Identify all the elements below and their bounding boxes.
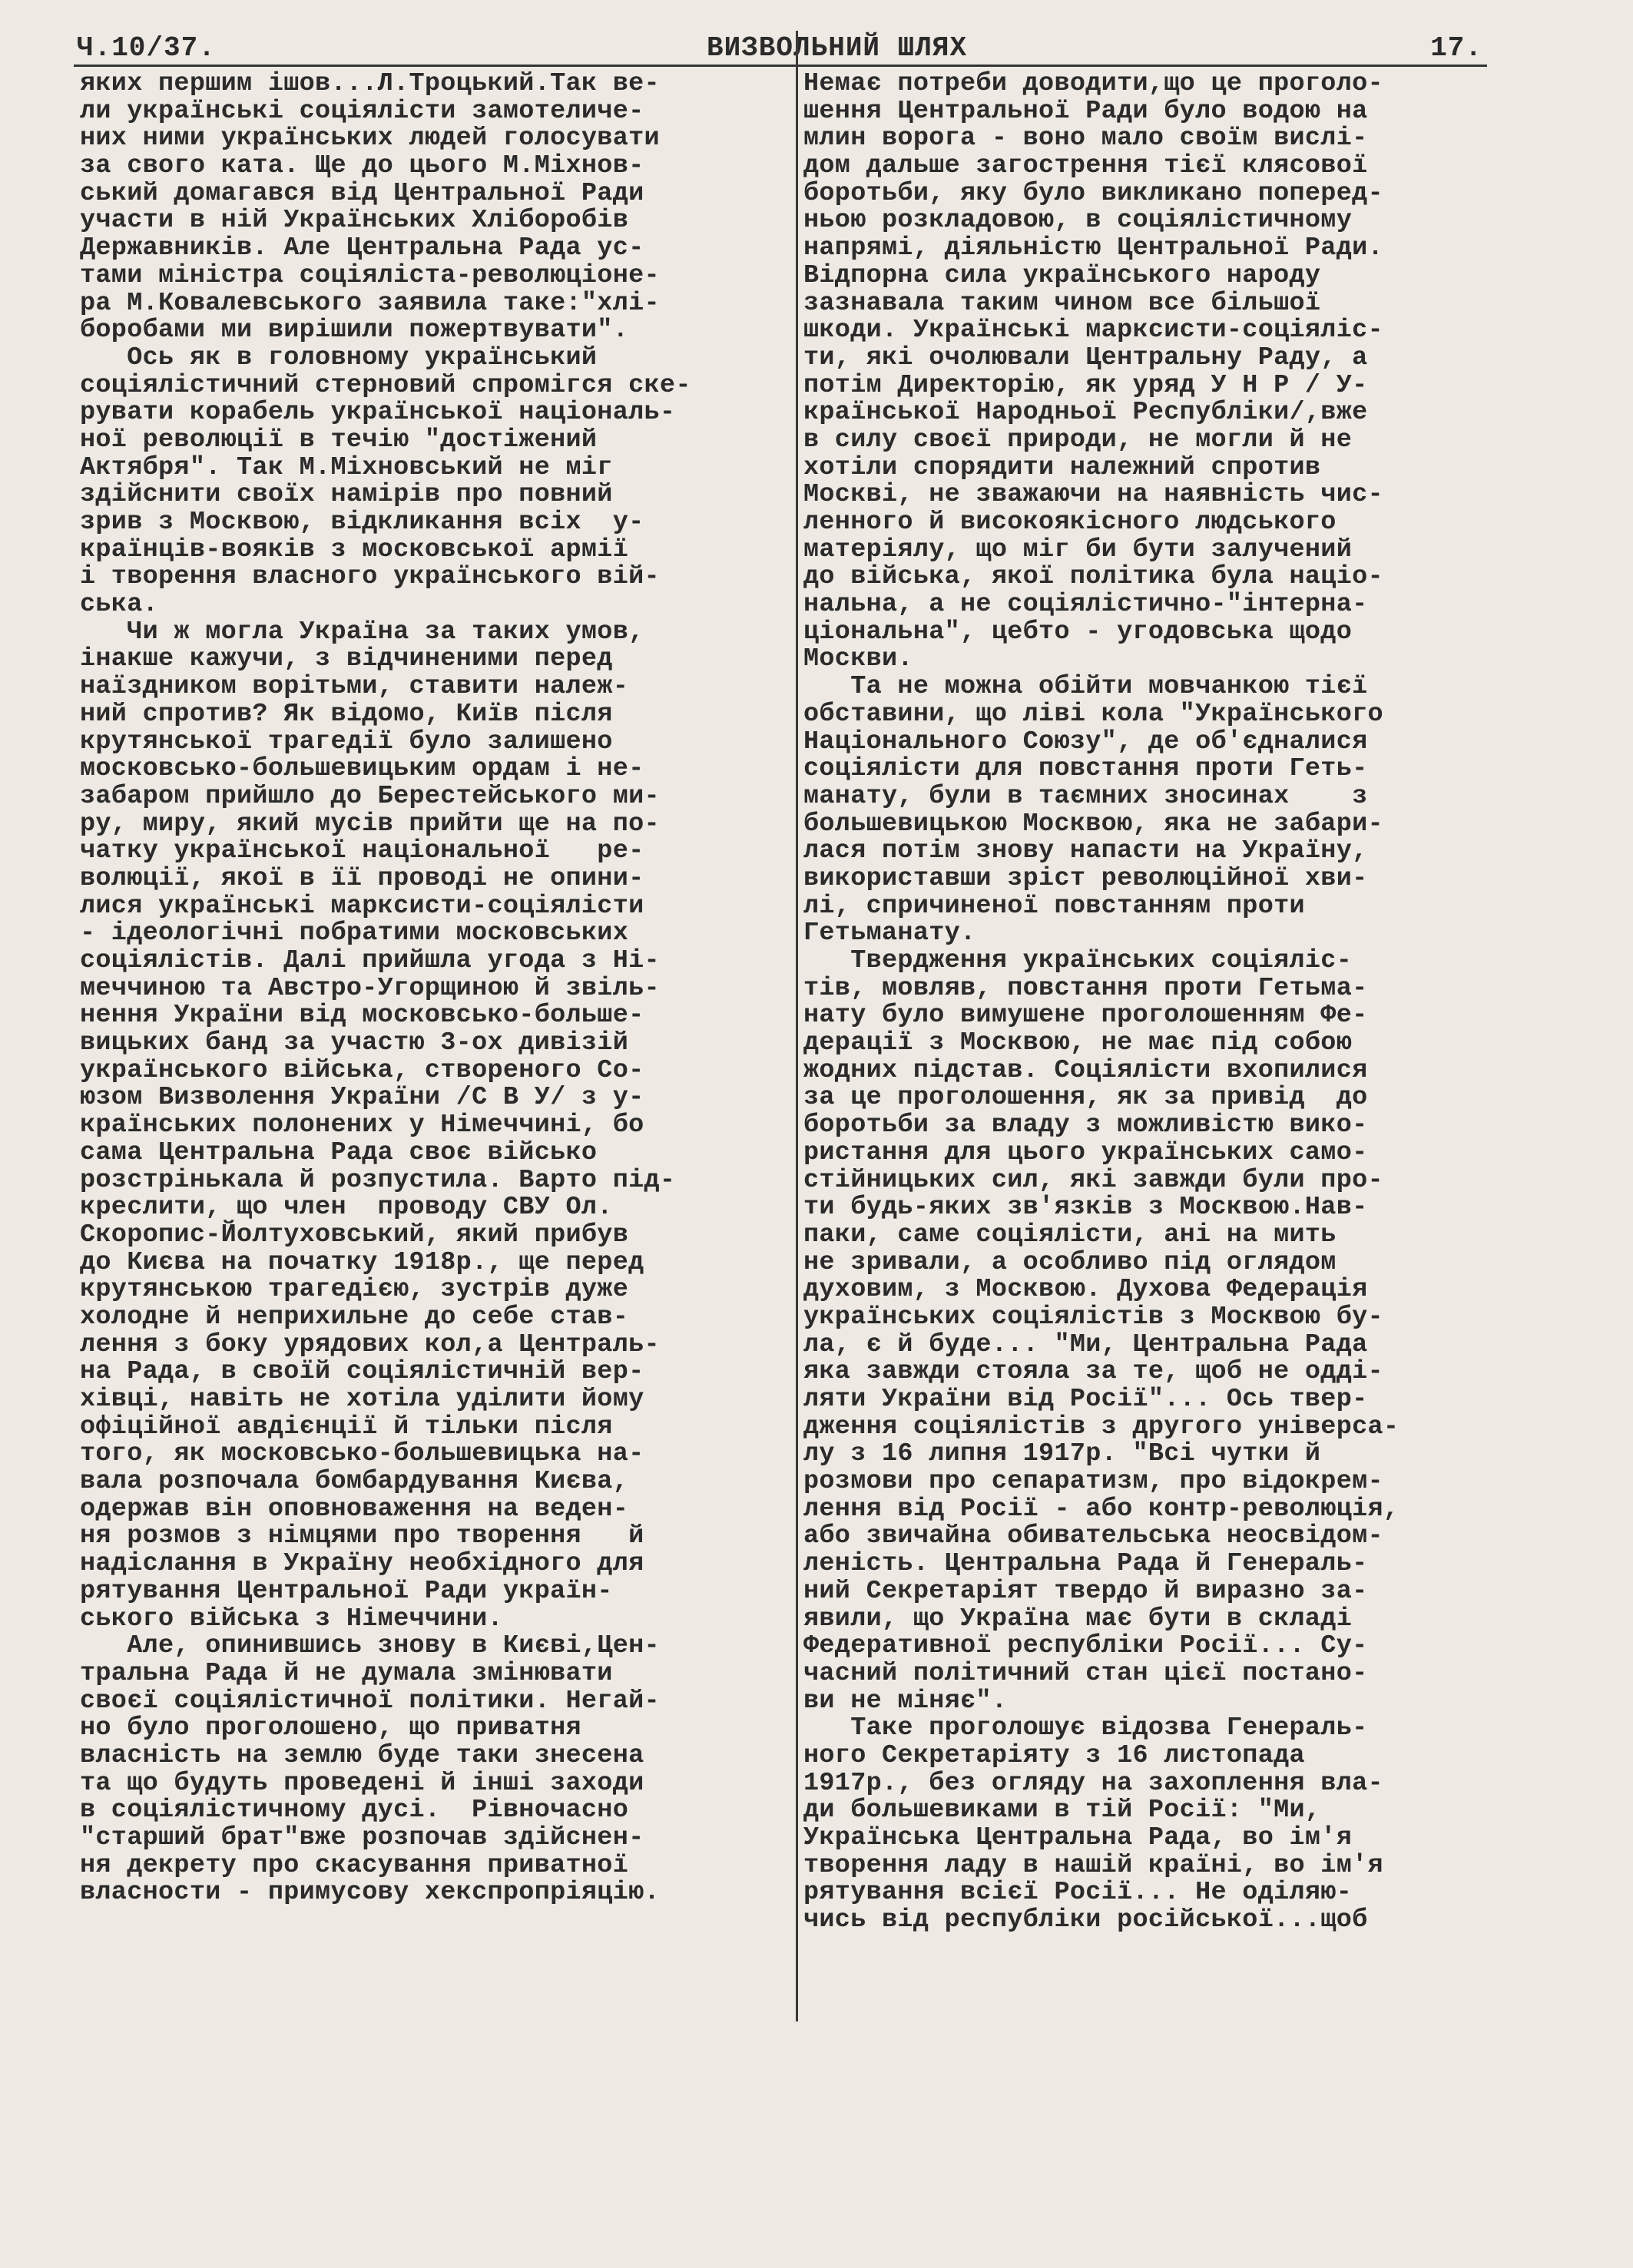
text-line: стійницьких сил, які завжди були про- [803,1165,1383,1195]
text-line: країнських полонених у Німеччині, бо [80,1111,644,1141]
text-line: країнської Народньої Республіки/,вже [803,398,1368,428]
text-line: соціялістів. Далі прийшла угода з Ні- [80,946,660,975]
text-line: хівці, навіть не хотіла уділити йому [80,1385,644,1414]
text-line: Державників. Але Центральна Рада ус- [80,233,644,263]
text-line: надіслання в Україну необхідного для [80,1549,644,1579]
text-line: одержав він оповноваження на веден- [80,1494,629,1524]
text-line: яка завжди стояла за те, щоб не оддi- [803,1357,1383,1387]
issue-number: Ч.10/37. [77,32,216,64]
text-line: крутянської трагедії було залишено [80,727,613,757]
text-line: офіційної авдієнції й тільки після [80,1412,613,1442]
text-line: українського війська, створеного Со- [80,1055,644,1085]
text-line: боротьби за владу з можливістю вико- [803,1111,1368,1141]
text-line: в силу своєї природи, не могли й не [803,425,1353,455]
text-line: паки, саме соціялісти, ані на мить [803,1220,1337,1250]
text-line: ського війська з Німеччини. [80,1604,503,1634]
text-line: шкоди. Українські марксисти-соціяліс- [803,316,1383,346]
text-line: московсько-большевицьким ордам і не- [80,754,644,784]
text-line: ньою розкладовою, в соціялістичному [803,206,1353,236]
text-line: меччиною та Австро-Угорщиною й звіль- [80,973,660,1003]
text-line: наїздником ворітьми, ставити належ- [80,672,629,702]
text-line: рувати корабель української національ- [80,398,676,428]
text-line: ти будь-яких зв'язків з Москвою.Нав- [803,1193,1368,1223]
text-line: боробами ми вирішили пожертвувати". [80,316,629,346]
text-line: вала розпочала бомбардування Києва, [80,1467,629,1497]
text-line: потім Директорію, як уряд У Н Р / У- [803,370,1368,400]
text-line: до війська, якої політика була націо- [803,562,1383,592]
text-line: Національного Союзу", де об'єдналися [803,727,1368,757]
text-line: ний спротив? Як відомо, Київ після [80,699,613,729]
text-line: Актября". Так М.Міхновський не міг [80,452,613,482]
text-line: соціялісти для повстання проти Геть- [803,754,1368,784]
text-line: ди большевиками в тій Росії: "Ми, [803,1796,1321,1826]
text-line: того, як московсько-большевицька на- [80,1439,644,1469]
text-line: вицьких банд за участю 3-ох дивізій [80,1028,629,1058]
text-line: Немає потреби доводити,що це проголо- [803,69,1383,98]
text-line: дом дальше загострення тієї клясової [803,151,1368,181]
text-line: чись від республіки російської...щоб [803,1905,1368,1935]
text-line: нату було вимушене проголошенням Фе- [803,1001,1368,1031]
text-line: дерації з Москвою, не має під собою [803,1028,1353,1058]
column-divider [796,31,798,2021]
text-line: млин ворога - воно мало своїм вислі- [803,124,1368,154]
text-line: юзом Визволення України /С В У/ з у- [80,1083,644,1113]
text-line: ра М.Ковалевського заявила таке:"хлі- [80,288,660,318]
text-line: або звичайна обивательська неосвідом- [803,1521,1383,1551]
text-line: часний політичний стан цієї постано- [803,1658,1368,1688]
text-line: Гетьманату. [803,919,976,949]
text-line: большевицькою Москвою, яка не забари- [803,809,1383,839]
right-column [803,71,1487,1935]
text-line: ли українські соціялісти замотеличе- [80,96,644,126]
text-line: обставини, що ліві кола "Українського [803,699,1383,729]
text-line: лися українські марксисти-соціялісти [80,891,644,921]
left-column [80,71,764,1907]
text-line: Скоропис-Йолтуховський, який прибув [80,1220,629,1250]
text-line: Та не можна обійти мовчанкою тієї [803,672,1368,702]
text-line: за свого ката. Ще до цього М.Міхнов- [80,151,644,181]
text-line: до Києва на початку 1918р., ще перед [80,1247,644,1277]
text-line: напрямі, діяльністю Центральної Ради. [803,233,1383,263]
text-line: сама Центральна Рада своє військо [80,1137,598,1167]
text-line: манату, були в таємних зносинах з [803,781,1368,811]
text-line: тральна Рада й не думала змінювати [80,1658,613,1688]
text-line: лення від Росії - або контр-революція, [803,1494,1399,1524]
text-line: матеріялу, що міг би бути залучений [803,535,1353,565]
text-line: Твердження українських соціяліс- [803,946,1353,975]
text-line: дження соціялістів з другого універса- [803,1412,1399,1442]
text-line: Федеративної республіки Росії... Су- [803,1631,1368,1661]
text-line: здійснити своїх намірів про повний [80,480,613,510]
text-line: них ними українських людей голосувати [80,124,660,154]
text-line: лу з 16 липня 1917р. "Всі чутки й [803,1439,1321,1469]
text-line: Таке проголошує відозва Генераль- [803,1713,1368,1743]
text-line: лення з боку урядових кол,а Централь- [80,1329,660,1359]
text-line: Ось як в головному український [80,343,598,372]
text-line: розмови про сепаратизм, про відокрем- [803,1467,1383,1497]
text-line: духовим, з Москвою. Духова Федерація [803,1275,1368,1305]
text-line: ська. [80,590,159,620]
text-line: шення Центральної Ради було водою на [803,96,1368,126]
text-line: ленного й високоякісного людського [803,508,1337,537]
text-line: ня розмов з німцями про творення й [80,1521,644,1551]
text-line: ня декрету про скасування приватної [80,1850,629,1880]
text-line: "старший брат"вже розпочав здійснен- [80,1823,644,1852]
text-line: ного Секретаріяту з 16 листопада [803,1740,1305,1770]
text-line: ти, які очолювали Центральну Раду, а [803,343,1368,372]
page-number: 17. [1430,32,1482,64]
text-line: жодних підстав. Соціялісти вхопилися [803,1055,1368,1085]
text-line: і творення власного українського вій- [80,562,660,592]
text-line: власність на землю буде таки знесена [80,1740,644,1770]
text-line: українських соціялістів з Москвою бу- [803,1302,1383,1332]
text-line: ви не міняє". [803,1686,1008,1716]
text-line: Українська Центральна Рада, во ім'я [803,1823,1353,1852]
text-line: ної революції в течію "достіжений [80,425,598,455]
text-line: використавши зріст революційної хви- [803,863,1368,893]
text-line: Москві, не зважаючи на наявність чис- [803,480,1383,510]
text-line: своєї соціялістичної політики. Негай- [80,1686,660,1716]
text-line: хотіли спорядити належний спротив [803,452,1321,482]
text-line: лася потім знову напасти на Україну, [803,836,1368,866]
text-line: нальна, а не соціялістично-"інтерна- [803,590,1368,620]
text-line: тів, мовляв, повстання проти Гетьма- [803,973,1368,1003]
text-line: крутянською трагедією, зустрів дуже [80,1275,629,1305]
text-line: творення ладу в нашій країні, во ім'я [803,1850,1383,1880]
text-line: Відпорна сила українського народу [803,260,1321,290]
text-line: забаром прийшло до Берестейського ми- [80,781,660,811]
text-line: яких першим ішов...Л.Троцький.Так ве- [80,69,660,98]
text-line: рятування Центральної Ради україн- [80,1576,613,1606]
text-line: за це проголошення, як за привід до [803,1083,1368,1113]
header-rule [74,65,1487,67]
text-line: холодне й неприхильне до себе став- [80,1302,629,1332]
text-line: в соціялістичному дусі. Рівночасно [80,1796,629,1826]
text-line: ру, миру, який мусів прийти ще на по- [80,809,660,839]
text-line: тами міністра соціяліста-революціоне- [80,260,660,290]
text-line: зрив з Москвою, відкликання всіх у- [80,508,644,537]
page-header [77,29,1482,66]
text-line: - ідеологічні побратими московських [80,919,629,949]
text-line: ський домагався від Центральної Ради [80,178,644,208]
text-line: соціялістичний стерновий спромігся ске- [80,370,691,400]
text-line: розстрінькала й розпустила. Варто під- [80,1165,676,1195]
text-line: ляти України від Росії"... Ось твер- [803,1385,1368,1414]
text-line: нення України від московсько-большe- [80,1001,644,1031]
text-line: інакше кажучи, з відчиненими перед [80,644,613,674]
text-line: не зривали, а особливо під оглядом [803,1247,1337,1277]
text-line: чатку української національної ре- [80,836,644,866]
text-line: рятування всієї Росії... Не оділяю- [803,1878,1353,1908]
text-line: ла, є й буде... "Ми, Центральна Рада [803,1329,1368,1359]
text-line: на Рада, в своїй соціялістичній вер- [80,1357,644,1387]
text-line: ціональна", цебто - угодовська щодо [803,617,1353,647]
text-line: креслити, що член проводу СВУ Ол. [80,1193,613,1223]
text-line: ний Секретаріят твердо й виразно за- [803,1576,1368,1606]
text-line: явили, що Україна має бути в складі [803,1604,1353,1634]
text-line: ристання для цього українських само- [803,1137,1368,1167]
text-line: Чи ж могла Україна за таких умов, [80,617,644,647]
text-line: зазнавала таким чином все більшої [803,288,1321,318]
text-line: Москви. [803,644,913,674]
text-line: волюції, якої в її проводі не опини- [80,863,644,893]
text-line: Але, опинившись знову в Києві,Цен- [80,1631,660,1661]
text-line: боротьби, яку було викликано поперед- [803,178,1383,208]
text-line: участи в ній Українських Хліборобів [80,206,629,236]
text-line: та що будуть проведені й інші заходи [80,1768,644,1798]
text-line: 1917р., без огляду на захоплення вла- [803,1768,1383,1798]
text-line: власности - примусову хекспропріяцію. [80,1878,660,1908]
text-line: країнців-вояків з московської армії [80,535,629,565]
text-line: но було проголошено, що приватня [80,1713,581,1743]
text-line: лі, спричиненої повстанням проти [803,891,1305,921]
text-line: леність. Центральна Рада й Генераль- [803,1549,1368,1579]
journal-title: ВИЗВОЛЬНИЙ ШЛЯХ [707,32,968,64]
